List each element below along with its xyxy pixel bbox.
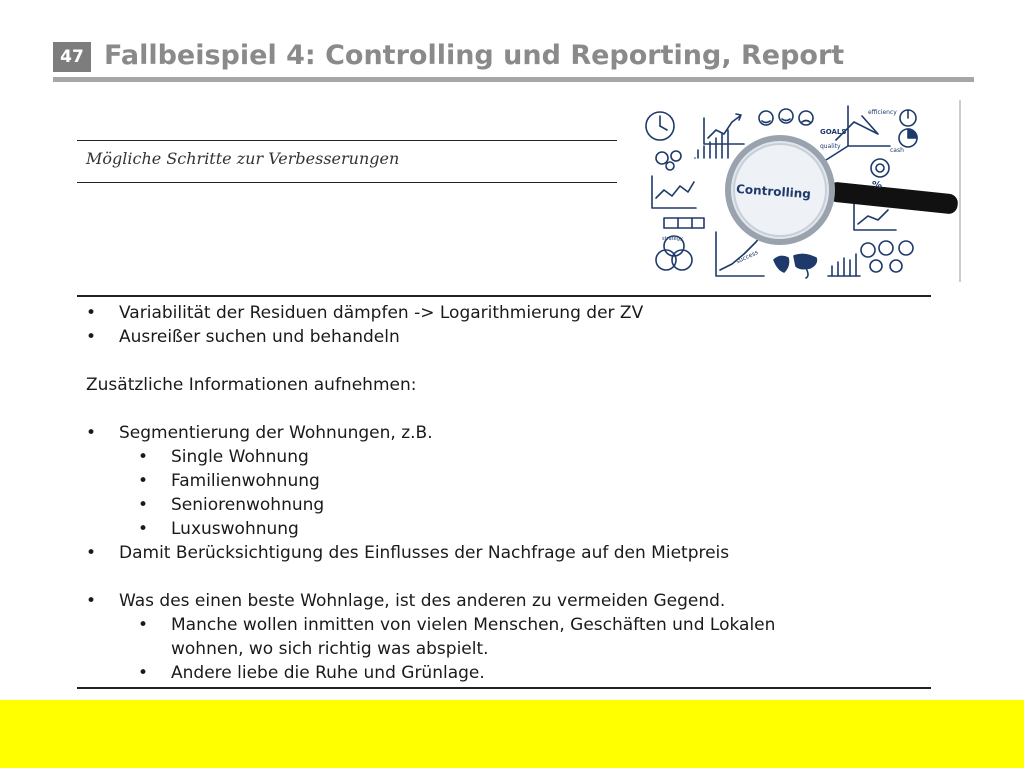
title-underline [53, 77, 974, 82]
list-item-text: Ausreißer suchen und behandeln [119, 327, 400, 347]
list-item-text: Variabilität der Residuen dämpfen -> Logarithmierung der ZV [119, 303, 644, 323]
list-item-text: wohnen, wo sich richtig was abspielt. [171, 639, 489, 659]
bullet: • [138, 615, 149, 635]
content-top-rule [77, 295, 931, 297]
sub-list-item [86, 469, 926, 493]
content-list [86, 301, 926, 685]
bullet: • [138, 471, 149, 491]
magnifier-label: Controlling [735, 181, 812, 202]
quality-label: quality [820, 143, 841, 150]
list-item [86, 589, 926, 613]
bullet: • [138, 447, 149, 467]
list-item [86, 541, 926, 565]
spacer [86, 565, 926, 589]
sub-list-item-continuation [86, 637, 926, 661]
bullet: • [86, 303, 97, 323]
list-item [86, 325, 926, 349]
list-item-text: Single Wohnung [171, 447, 309, 467]
subtitle-top-rule [77, 140, 617, 141]
list-item-text: Was des einen beste Wohnlage, ist des anderen zu vermeiden Gegend. [119, 591, 726, 611]
bullet: • [86, 423, 97, 443]
sub-list-item [86, 493, 926, 517]
list-item [86, 421, 926, 445]
bullet: • [138, 663, 149, 683]
content-bottom-rule [77, 687, 931, 689]
percent-label: % [872, 180, 883, 191]
list-item-text: Familienwohnung [171, 471, 320, 491]
bullet: • [86, 327, 97, 347]
bullet: • [138, 519, 149, 539]
spacer [86, 349, 926, 373]
sub-list-item [86, 517, 926, 541]
bullet: • [138, 495, 149, 515]
footer-band [0, 700, 1024, 768]
sub-list-item [86, 661, 926, 685]
goals-label: GOALS [820, 128, 847, 136]
list-item-text: Segmentierung der Wohnungen, z.B. [119, 423, 433, 443]
list-item [86, 301, 926, 325]
bullet: • [86, 543, 97, 563]
list-item-text: Manche wollen inmitten von vielen Menschen, Geschäften und Lokalen [171, 615, 776, 635]
success-label: success [735, 249, 760, 266]
sub-list-item [86, 445, 926, 469]
subtitle-bottom-rule [77, 182, 617, 183]
list-item-text: Seniorenwohnung [171, 495, 325, 515]
subtitle: Mögliche Schritte zur Verbesserungen [86, 149, 400, 168]
strategy-label: strategy [662, 236, 683, 242]
efficiency-label: efficiency [868, 109, 897, 116]
bullet: • [86, 591, 97, 611]
section-heading: Zusätzliche Informationen aufnehmen: [86, 375, 417, 395]
list-item-text: Andere liebe die Ruhe und Grünlage. [171, 663, 485, 683]
cash-label: cash [890, 147, 904, 154]
sub-list-item [86, 613, 926, 637]
page-title: Fallbeispiel 4: Controlling und Reporting, Report [104, 40, 845, 71]
spacer [86, 397, 926, 421]
list-item-text: Luxuswohnung [171, 519, 299, 539]
list-item-text: Damit Berücksichtigung des Einflusses der Nachfrage auf den Mietpreis [119, 543, 730, 563]
controlling-illustration [640, 100, 962, 282]
page-number-badge: 47 [53, 42, 91, 72]
